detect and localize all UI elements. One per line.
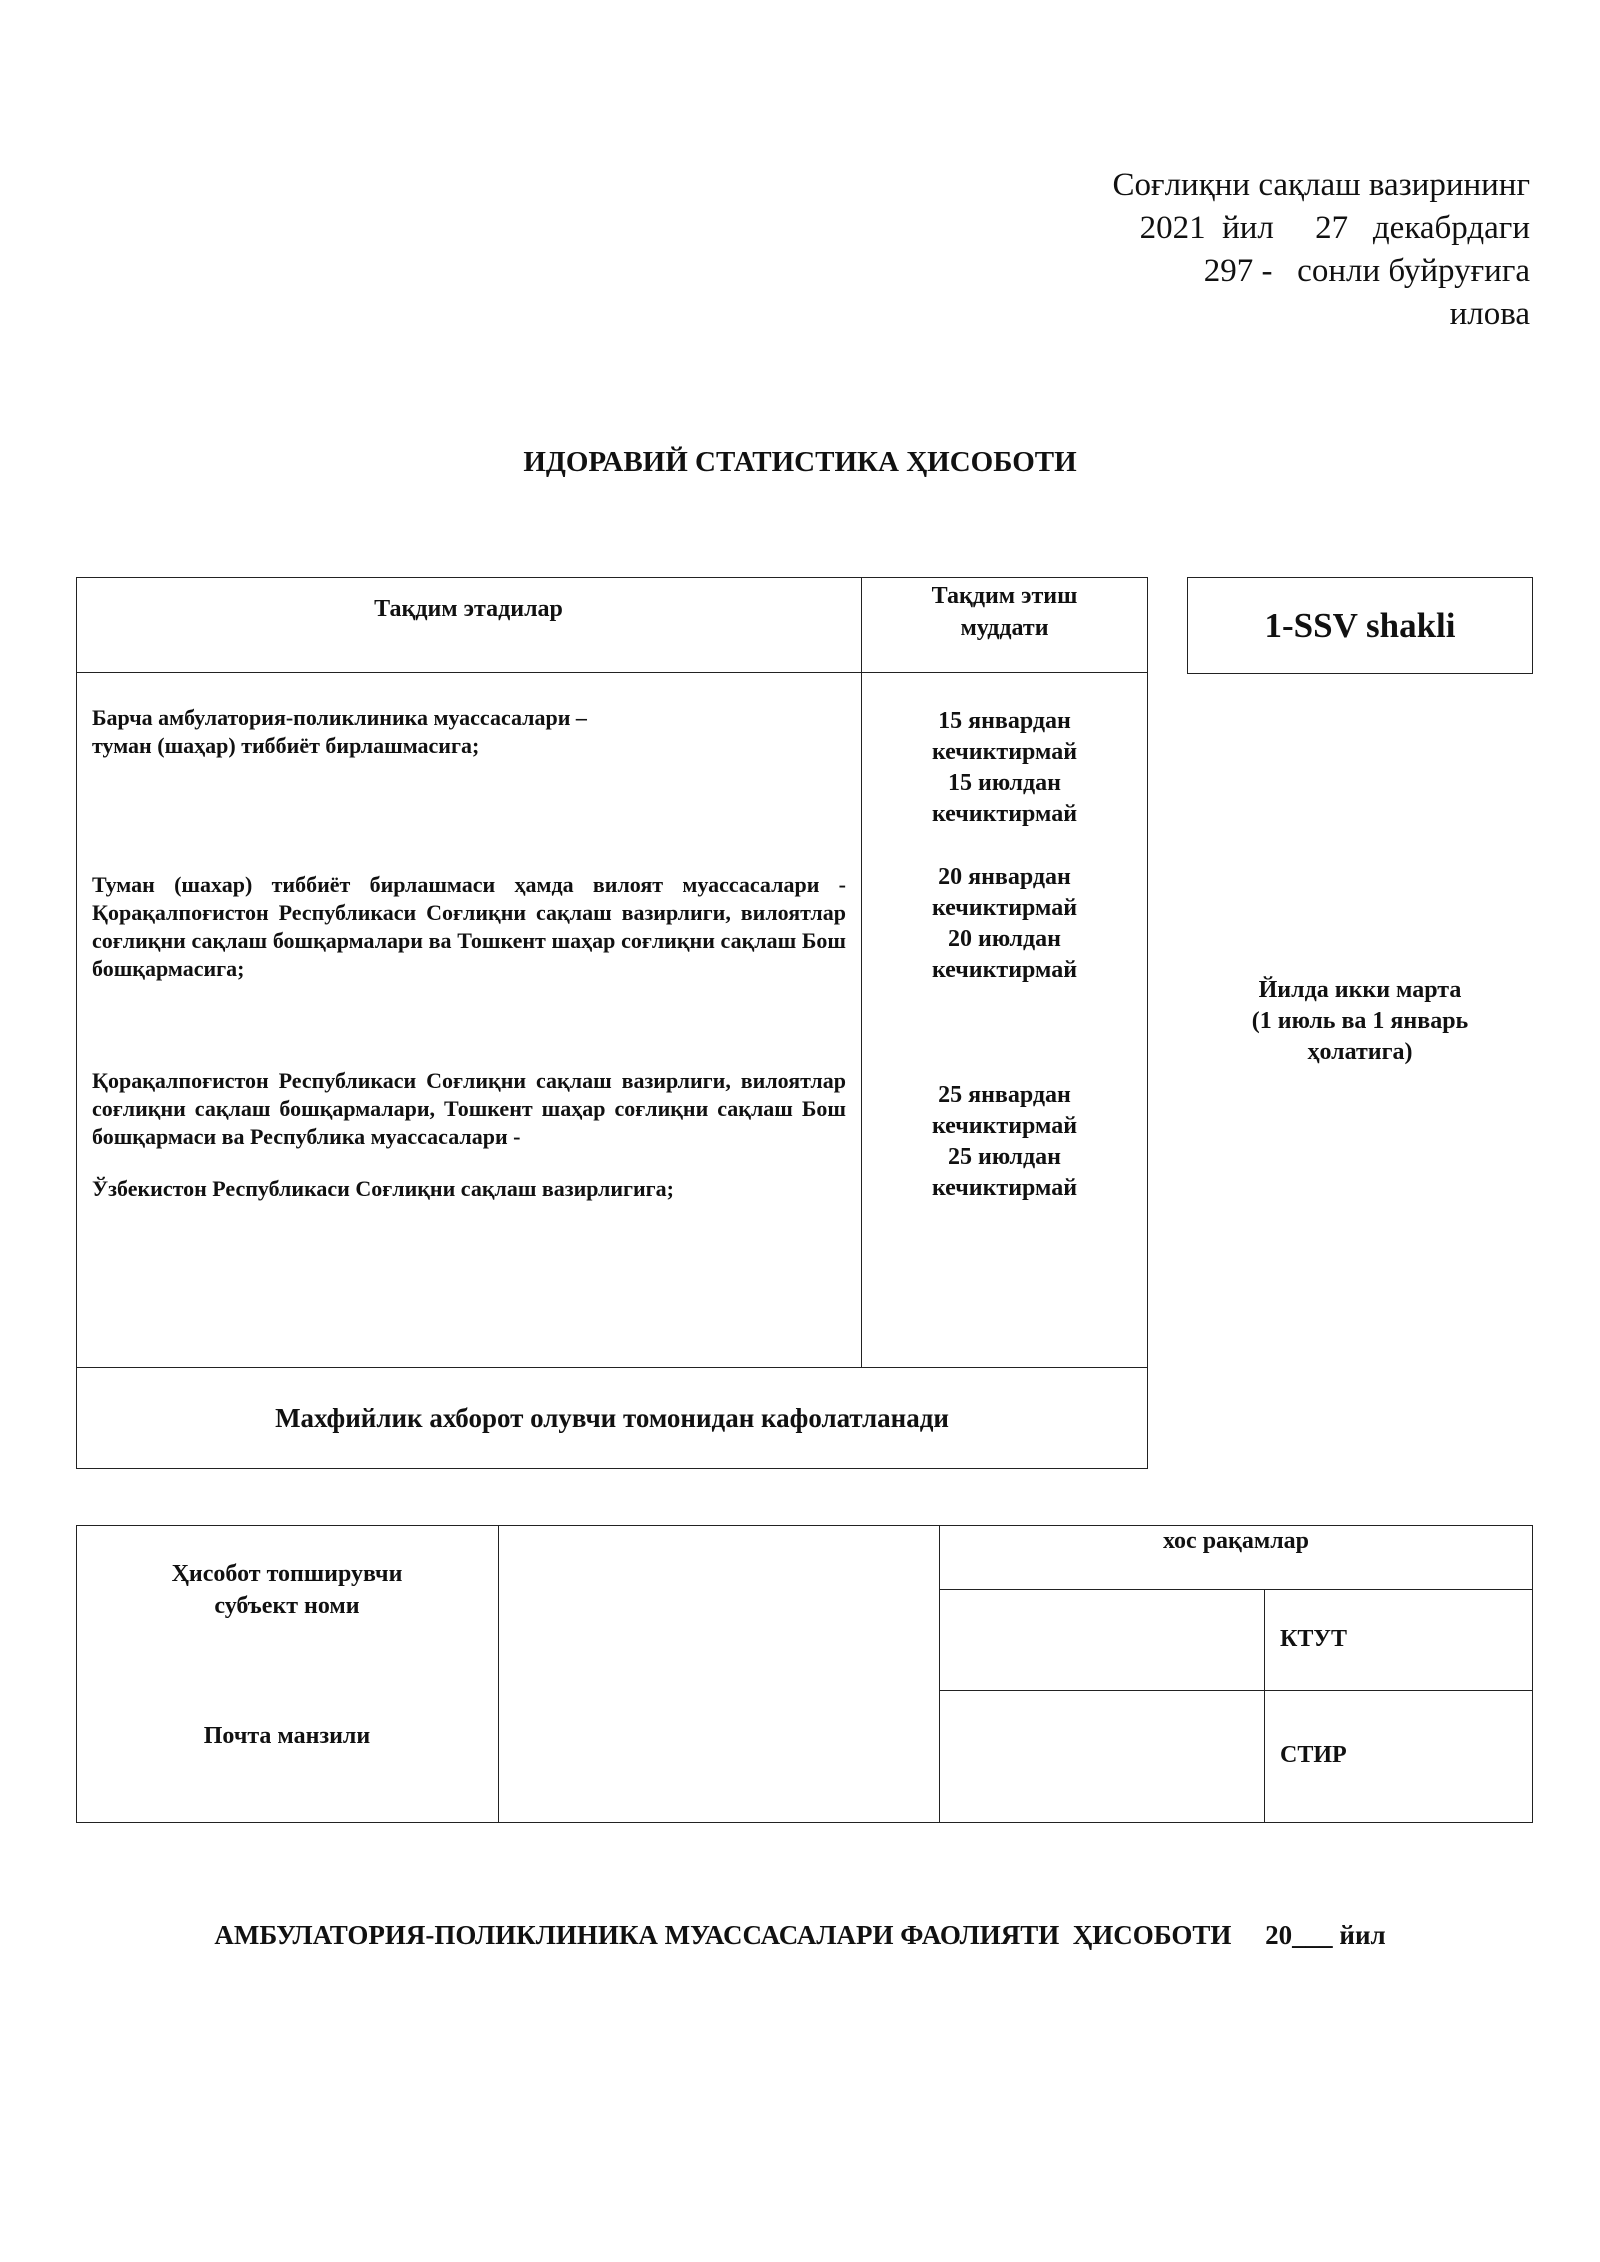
form-code: 1-SSV shakli	[1264, 605, 1456, 645]
order-reference-line-2: 2021 йил 27 декабрдаги	[1139, 210, 1530, 246]
submitter-row-2-text: Туман (шахар) тиббиёт бирлашмаси ҳамда вилоят муассасалари - Қорақалпоғистон Республикаси Соғлиқни сақлаш вазирлиги, вилоятлар соғлиқни сақлаш бошқармалари ва Тошкент шаҳар соғлиқни сақлаш Бош бошқармасига;	[92, 872, 846, 981]
submitter-row-1	[92, 704, 846, 760]
submission-table-divider-h2	[76, 1367, 1148, 1368]
deadline-row-2	[861, 862, 1148, 986]
frequency-line-2: (1 июль ва 1 январь	[1251, 1008, 1469, 1034]
deadline-row-1-line-2: кечиктирмай	[931, 739, 1078, 765]
submitter-row-3-extra: Ўзбекистон Республикаси Соғлиқни сақлаш вазирлигига;	[92, 1176, 674, 1201]
deadline-header-line-1: Тақдим этиш	[931, 583, 1078, 609]
submitter-row-3	[92, 1067, 846, 1203]
subject-name-line-1: Ҳисобот топширувчи	[171, 1561, 403, 1587]
subject-table-divider-v3	[1264, 1589, 1265, 1823]
deadline-row-3-line-2: кечиктирмай	[931, 1113, 1078, 1139]
deadline-column-header	[861, 580, 1148, 644]
order-reference-line-1: Соғлиқни сақлаш вазирининг	[1112, 167, 1530, 203]
subject-name-label	[76, 1558, 498, 1622]
subject-name-line-2: субъект номи	[214, 1593, 360, 1619]
order-reference-line-3: 297 - сонли буйруғига	[1203, 253, 1530, 289]
stir-label: СТИР	[1280, 1742, 1347, 1768]
stir-value	[939, 1690, 1264, 1823]
frequency-line-1: Йилда икки марта	[1258, 977, 1462, 1003]
deadline-row-2-line-2: кечиктирмай	[931, 895, 1078, 921]
document-title: ИДОРАВИЙ СТАТИСТИКА ҲИСОБОТИ	[523, 446, 1077, 478]
submitter-row-1-line-2: туман (шаҳар) тиббиёт бирлашмасига;	[92, 733, 480, 758]
special-numbers-label: хос рақамлар	[1162, 1528, 1310, 1554]
deadline-row-2-line-1: 20 январдан	[938, 864, 1071, 890]
deadline-row-3-line-1: 25 январдан	[938, 1082, 1071, 1108]
subject-info-value	[498, 1525, 939, 1823]
confidentiality-notice: Махфийлик ахборот олувчи томонидан кафолатланади	[275, 1403, 949, 1433]
deadline-header-line-2: муддати	[960, 615, 1049, 641]
submission-table-divider-h1	[76, 672, 1148, 673]
frequency-line-3: ҳолатига)	[1307, 1039, 1413, 1065]
order-reference-line-4: илова	[1449, 296, 1530, 332]
submitters-column-header: Тақдим этадилар	[374, 596, 563, 622]
submitter-row-3-text: Қорақалпоғистон Республикаси Соғлиқни сақлаш вазирлиги, вилоятлар соғлиқни сақлаш бошқармалари, Тошкент шаҳар соғлиқни сақлаш Бош бошқармаси ва Республика муассасалари -	[92, 1068, 846, 1149]
ktut-value	[939, 1589, 1264, 1690]
submitter-row-2	[92, 871, 846, 983]
form-code-box	[1187, 577, 1533, 674]
deadline-row-1-line-4: кечиктирмай	[931, 801, 1078, 827]
deadline-row-2-line-4: кечиктирмай	[931, 957, 1078, 983]
deadline-row-2-line-3: 20 июлдан	[947, 926, 1061, 952]
postal-address-label: Почта манзили	[203, 1723, 371, 1749]
submitter-row-1-line-1: Барча амбулатория-поликлиника муассасалари –	[92, 705, 587, 730]
order-reference	[830, 164, 1530, 336]
deadline-row-3-line-3: 25 июлдан	[947, 1144, 1061, 1170]
deadline-row-1-line-3: 15 июлдан	[947, 770, 1061, 796]
deadline-row-3-line-4: кечиктирмай	[931, 1175, 1078, 1201]
deadline-row-1-line-1: 15 январдан	[938, 708, 1071, 734]
submission-frequency	[1187, 975, 1533, 1068]
deadline-row-1	[861, 706, 1148, 830]
ktut-label: КТУТ	[1280, 1626, 1348, 1652]
deadline-row-3	[861, 1080, 1148, 1204]
report-title: АМБУЛАТОРИЯ-ПОЛИКЛИНИКА МУАССАСАЛАРИ ФАОЛИЯТИ ҲИСОБОТИ 20___ йил	[214, 1920, 1386, 1950]
